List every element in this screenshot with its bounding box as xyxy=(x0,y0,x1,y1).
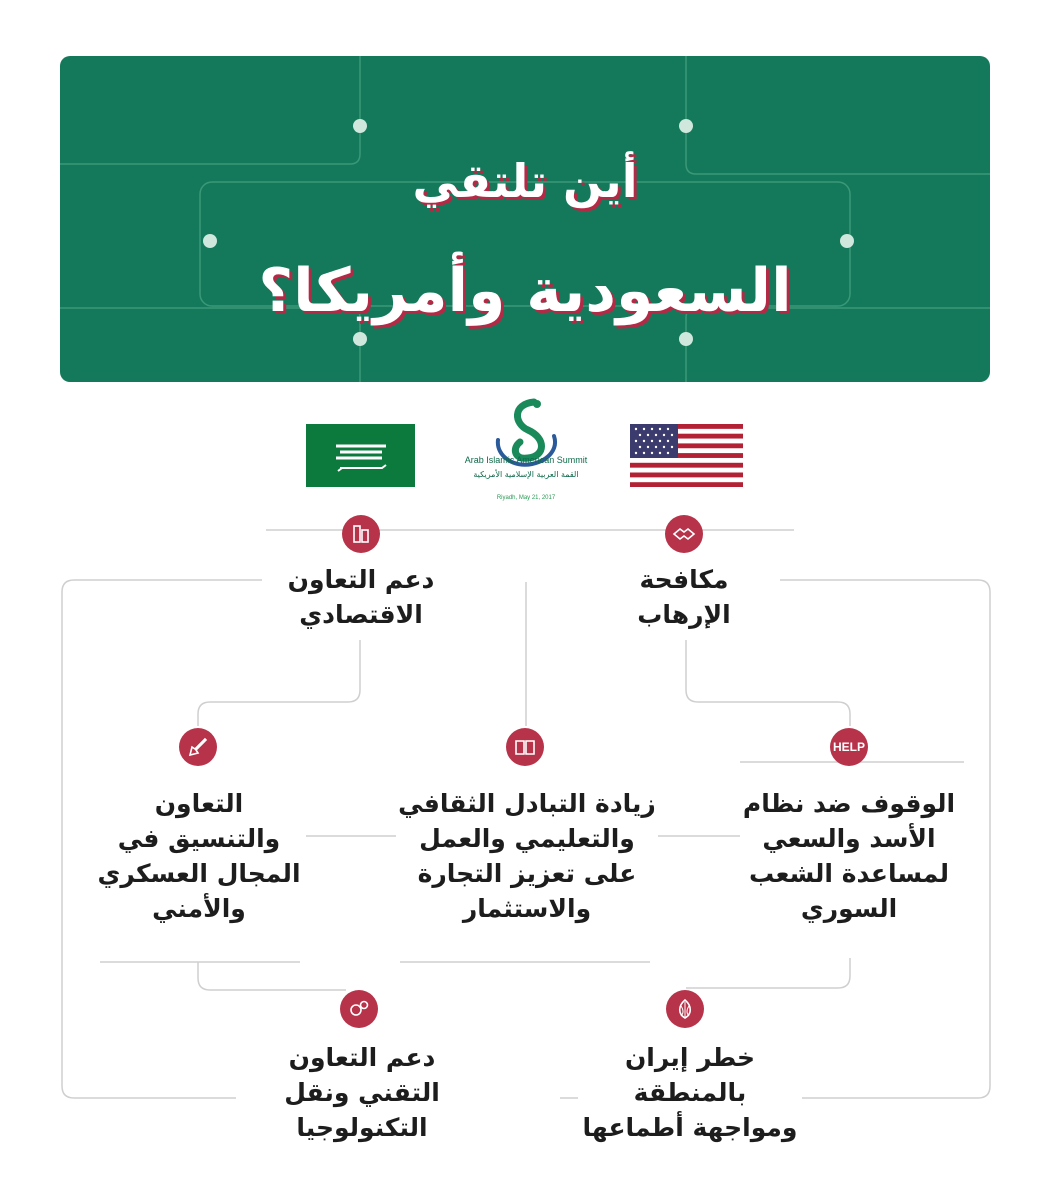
node-line: والتنسيق في xyxy=(117,824,281,853)
node-line: والأمني xyxy=(152,894,246,923)
summit-logo-arabic: القمة العربية الإسلامية الأمريكية xyxy=(473,470,579,479)
node-counter-terrorism xyxy=(604,562,764,632)
node-line: التكنولوجيا xyxy=(296,1113,428,1142)
node-line: بالمنطقة xyxy=(633,1078,747,1107)
onion-dome-icon xyxy=(666,990,704,1028)
node-line: المجال العسكري xyxy=(97,859,301,888)
node-military-cooperation xyxy=(92,786,306,926)
node-technology-transfer xyxy=(262,1040,462,1145)
rocket-icon xyxy=(179,728,217,766)
node-line: الوقوف ضد نظام xyxy=(742,789,956,818)
node-line: مكافحة xyxy=(639,565,729,594)
node-line: زيادة التبادل الثقافي xyxy=(398,789,656,818)
gears-icon xyxy=(340,990,378,1028)
help-sign-text: HELP xyxy=(832,740,865,754)
summit-logo-english: Arab Islamic American Summit xyxy=(464,455,588,465)
node-economic-cooperation xyxy=(272,562,450,632)
handshake-icon xyxy=(665,515,703,553)
node-iran-threat xyxy=(578,1040,802,1145)
book-icon xyxy=(506,728,544,766)
node-line: التقني ونقل xyxy=(284,1078,440,1107)
title-line-1: أين تلتقي xyxy=(412,154,638,208)
node-line: دعم التعاون xyxy=(288,1043,436,1072)
node-line: ومواجهة أطماعها xyxy=(582,1113,798,1142)
node-line: التعاون xyxy=(154,789,244,818)
node-line: على تعزيز التجارة xyxy=(417,859,637,888)
summit-logo-date: Riyadh, May 21, 2017 xyxy=(496,495,556,501)
node-line: دعم التعاون xyxy=(287,565,435,594)
node-line: لمساعدة الشعب xyxy=(749,859,949,888)
node-line: خطر إيران xyxy=(624,1043,756,1072)
node-assad-regime xyxy=(740,786,958,926)
node-line: الأسد والسعي xyxy=(762,824,936,853)
node-line: السوري xyxy=(800,894,898,923)
node-line: الاقتصادي xyxy=(299,600,423,629)
node-line: الإرهاب xyxy=(637,600,731,629)
node-line: والتعليمي والعمل xyxy=(419,824,635,853)
title-line-2: السعودية وأمريكا؟ xyxy=(258,256,792,326)
node-line: والاستثمار xyxy=(462,894,592,923)
node-cultural-exchange xyxy=(396,786,658,926)
help-sign-icon xyxy=(830,728,868,766)
building-icon xyxy=(342,515,380,553)
